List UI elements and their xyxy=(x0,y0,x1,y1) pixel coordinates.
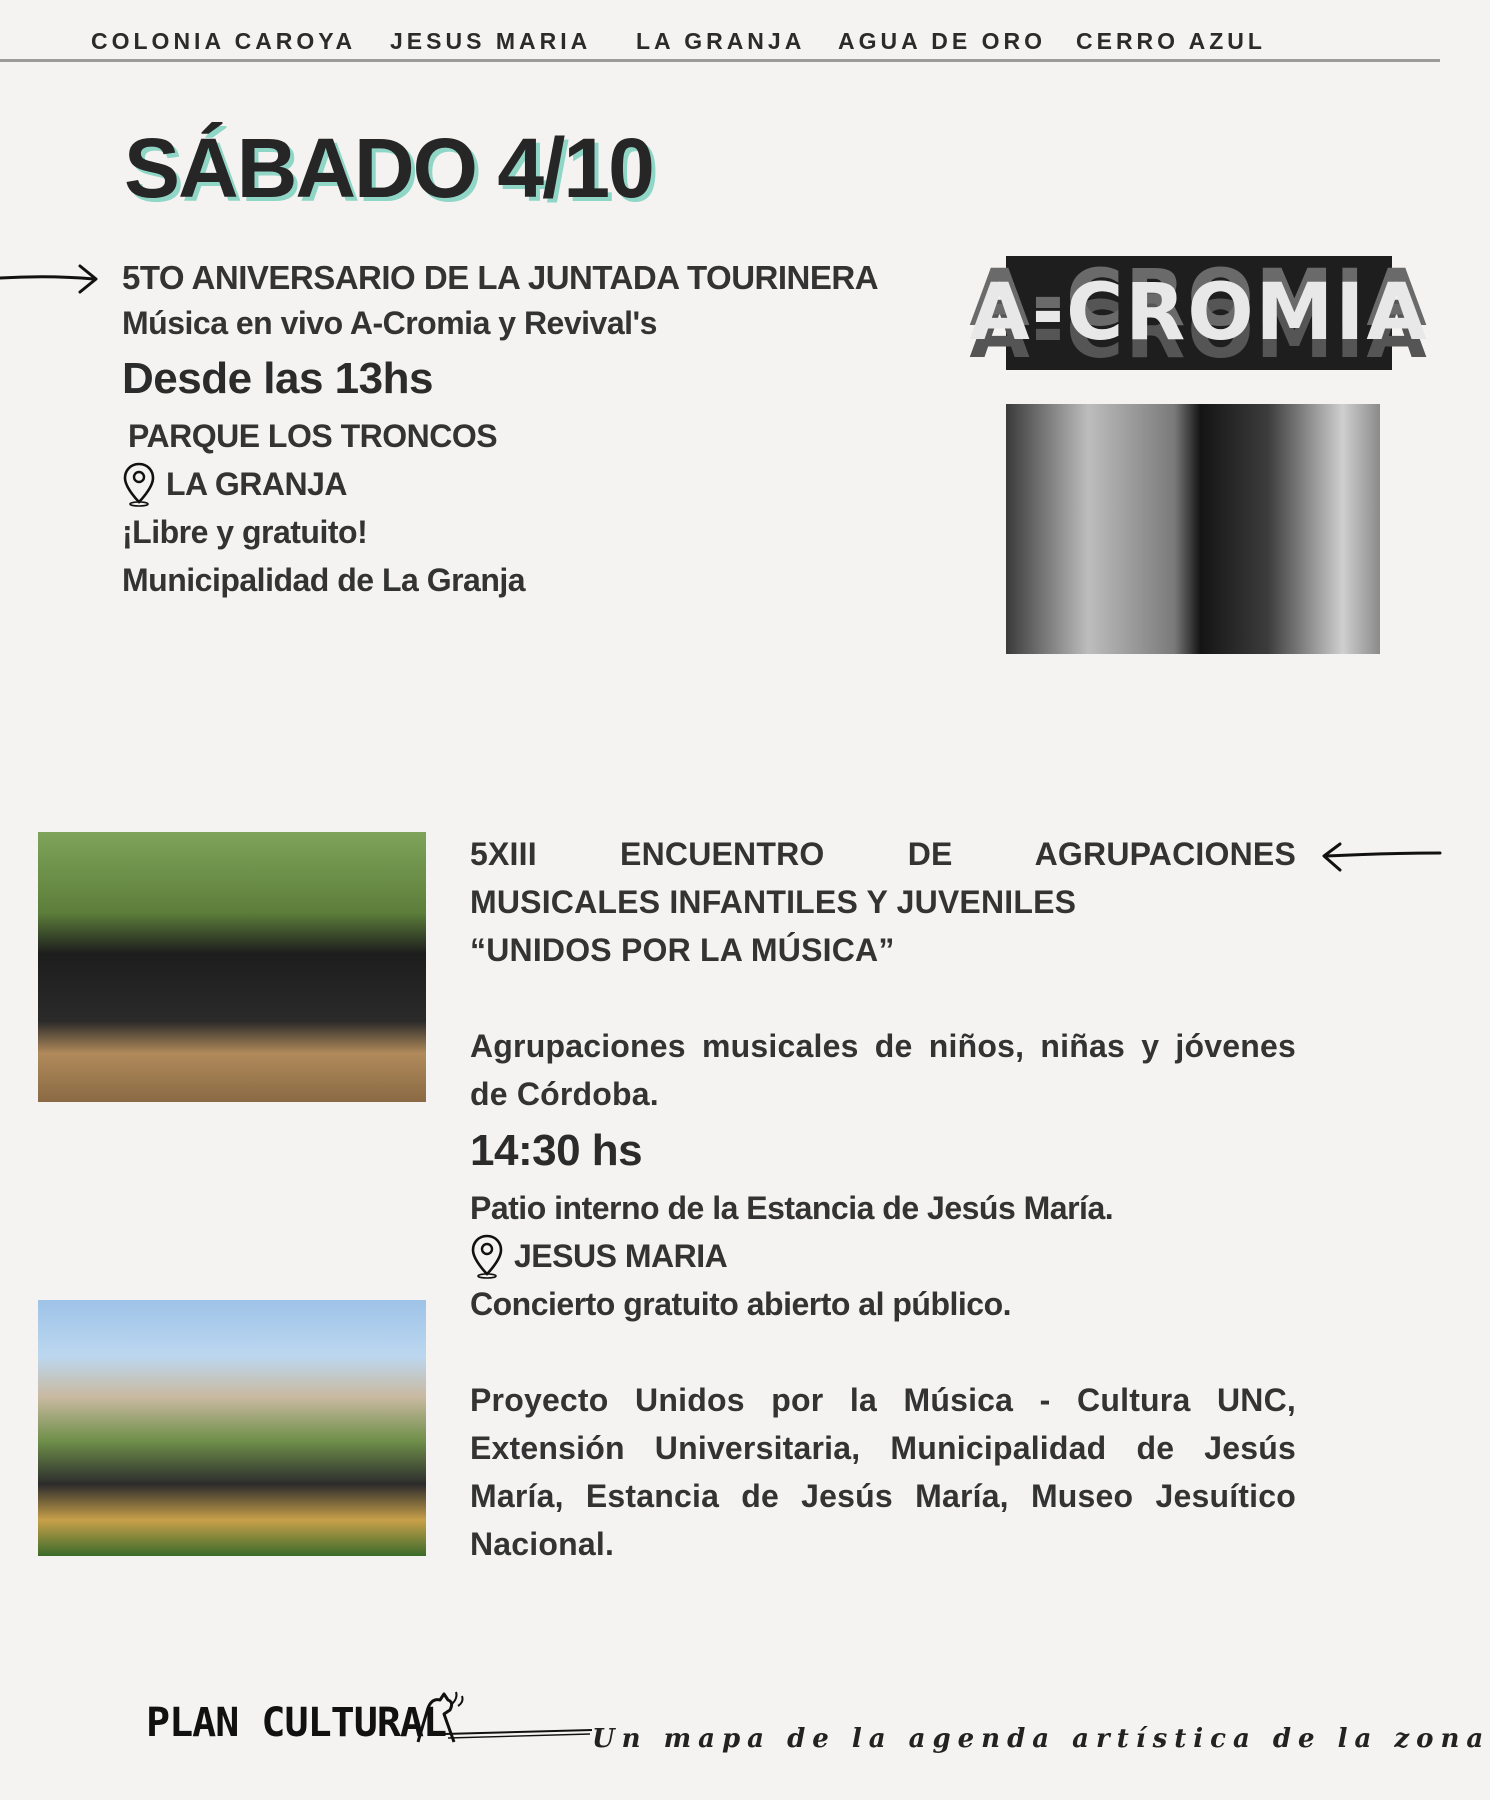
event-location-row xyxy=(470,1232,1296,1280)
event-location: LA GRANJA xyxy=(166,466,347,502)
event-venue: PARQUE LOS TRONCOS xyxy=(128,418,498,454)
nav-item-colonia-caroya[interactable]: COLONIA CAROYA xyxy=(91,28,357,54)
event-description-line-1: Agrupaciones musicales de niños, niñas y jóvenes xyxy=(470,1028,1296,1064)
event-heading: 5TO ANIVERSARIO DE LA JUNTADA TOURINERA xyxy=(122,259,879,296)
event-heading-line-1: 5XIII ENCUENTRO DE AGRUPACIONES xyxy=(470,836,1296,872)
band-logo-image xyxy=(969,256,1429,370)
event-price: ¡Libre y gratuito! xyxy=(122,514,368,550)
event-location: JESUS MARIA xyxy=(514,1238,728,1274)
event-juntada-tourinera xyxy=(122,256,982,604)
event-organizer: Municipalidad de La Granja xyxy=(122,562,526,598)
event-time: 14:30 hs xyxy=(470,1126,643,1175)
event-subtitle: Música en vivo A-Cromia y Revival's xyxy=(122,305,657,341)
band-logo-text: A-CROMIA xyxy=(969,268,1429,358)
event-heading-line-2: MUSICALES INFANTILES Y JUVENILES xyxy=(470,884,1077,920)
event-credits-line-3: María, Estancia de Jesús María, Museo Jesuítico xyxy=(470,1478,1296,1514)
event-credits-line-1: Proyecto Unidos por la Música - Cultura UNC, xyxy=(470,1382,1296,1418)
band-photo xyxy=(1006,404,1380,654)
arrow-right-icon xyxy=(0,258,100,298)
event-note: Concierto gratuito abierto al público. xyxy=(470,1286,1012,1322)
brass-ensemble-photo xyxy=(38,1300,426,1556)
event-credits-line-2: Extensión Universitaria, Municipalidad de Jesús xyxy=(470,1430,1296,1466)
nav-item-jesus-maria[interactable]: JESUS MARIA xyxy=(390,28,592,54)
top-nav xyxy=(0,0,1440,62)
event-unidos-por-la-musica xyxy=(470,830,1296,1568)
event-time: Desde las 13hs xyxy=(122,354,433,403)
nav-item-agua-de-oro[interactable]: AGUA DE ORO xyxy=(838,28,1046,54)
map-pin-icon xyxy=(122,461,156,507)
event-description-line-2: de Córdoba. xyxy=(470,1076,659,1112)
arrow-left-icon xyxy=(1318,836,1440,876)
llama-logo-icon xyxy=(414,1690,594,1750)
map-pin-icon xyxy=(470,1233,504,1279)
nav-item-cerro-azul[interactable]: CERRO AZUL xyxy=(1076,28,1266,54)
page-title: SÁBADO 4/10 xyxy=(124,121,653,215)
event-credits-line-4: Nacional. xyxy=(470,1526,615,1562)
event-location-row xyxy=(122,460,982,508)
plan-cultural-logo: PLAN CULTURAL xyxy=(146,1700,447,1746)
event-venue: Patio interno de la Estancia de Jesús María. xyxy=(470,1190,1114,1226)
children-orchestra-photo xyxy=(38,832,426,1102)
nav-item-la-granja[interactable]: LA GRANJA xyxy=(636,28,806,54)
footer-tagline: Un mapa de la agenda artística de la zona xyxy=(592,1724,1490,1754)
event-heading-line-3: “UNIDOS POR LA MÚSICA” xyxy=(470,932,895,968)
